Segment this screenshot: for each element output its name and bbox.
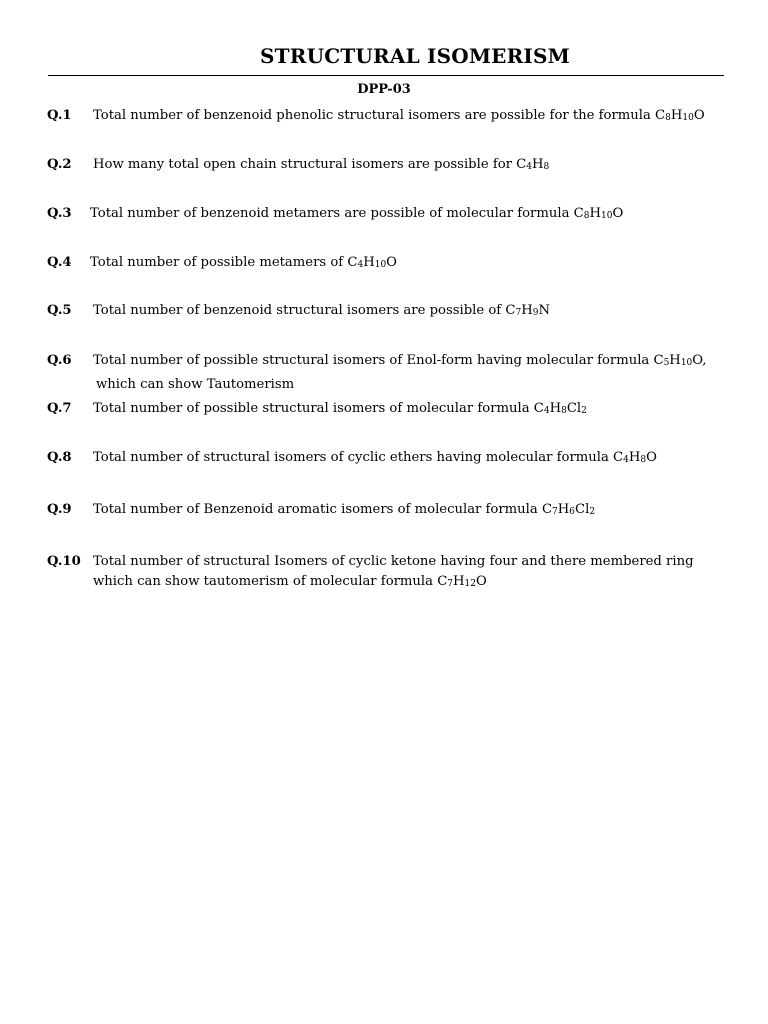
question-text: Total number of possible metamers of C4H10O [90,255,397,270]
question-number: Q.4 [47,255,72,270]
question-number: Q.2 [47,157,72,172]
question-text: Total number of benzenoid metamers are possible of molecular formula C8H10O [90,206,624,221]
question-number: Q.8 [47,450,72,465]
question-number: Q.1 [47,108,72,123]
question-text: Total number of structural Isomers of cyclic ketone having four and there membered ring [93,554,694,569]
question-text: Total number of possible structural isomers of molecular formula C4H8Cl2 [93,401,587,416]
question-text-continued: which can show tautomerism of molecular formula C7H12O [93,574,487,589]
question-number: Q.6 [47,353,72,368]
question-text: Total number of structural isomers of cyclic ethers having molecular formula C4H8O [93,450,657,465]
question-text: Total number of benzenoid structural isomers are possible of C7H9N [93,303,551,318]
question-text: How many total open chain structural isomers are possible for C4H8 [93,157,550,172]
page-title: STRUCTURAL ISOMERISM [260,44,570,68]
question-number: Q.7 [47,401,72,416]
question-number: Q.9 [47,502,72,517]
question-text: Total number of Benzenoid aromatic isomers of molecular formula C7H6Cl2 [93,502,596,517]
page-subtitle: DPP-03 [357,82,411,97]
question-number: Q.3 [47,206,72,221]
question-text: Total number of benzenoid phenolic structural isomers are possible for the formula C8H10O [93,108,705,123]
question-text: Total number of possible structural isomers of Enol-form having molecular formula C5H10O, [93,353,707,368]
question-number: Q.10 [47,554,81,569]
question-number: Q.5 [47,303,72,318]
title-divider [48,75,724,76]
question-text-continued: which can show Tautomerism [96,377,295,392]
